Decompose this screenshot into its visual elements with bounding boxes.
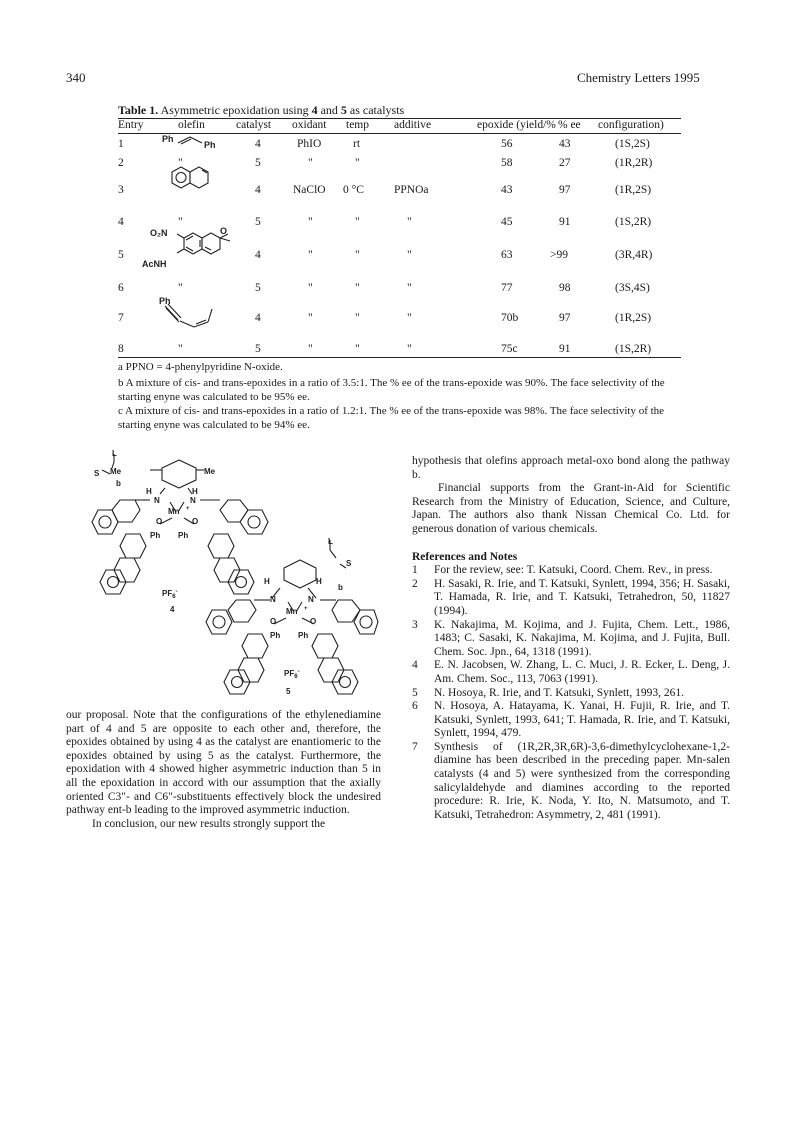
pf6-text: PF [284,669,295,678]
label-h: H [316,577,322,586]
cell-ee: 97 [559,312,571,324]
cell-config: (1S,2R) [615,343,652,355]
journal-title: Chemistry Letters 1995 [577,70,700,85]
cell-yield: 75c [501,343,518,355]
ref-text: K. Nakajima, M. Kojima, and J. Fujita, Chem. Lett., 1986, 1483; C. Sasaki, K. Nakajima, M. Kojima, and J. Fujita, Bull. Chem. Soc. Jpn., 64, 1318 (1991). [434,618,730,658]
cell-yield: 77 [501,282,513,294]
cell-yield: 58 [501,157,513,169]
cell-oxidant: PhIO [297,138,322,150]
label-mn: Mn [168,507,180,516]
label-h: H [264,577,270,586]
label-cat5: 5 [286,687,291,696]
pf6-sub: 6 [294,674,298,680]
col-olefin: olefin [178,119,205,131]
cell-entry: 7 [118,312,124,324]
cell-yield: 56 [501,138,513,150]
pf6-sub: 6 [172,594,176,600]
references-heading: References and Notes [412,550,518,563]
right-paragraph-2: Financial supports from the Grant-in-Aid for Scientific Research from the Ministry of Education, Science, and Culture, Japan. The authors also thank Nissan Chemical Co. Ltd. for generous donation of various chemicals. [412,482,730,535]
cell-olefin: " [178,157,183,169]
pf6-text: PF [162,589,173,598]
cell-catalyst: 5 [255,216,261,228]
reference-item [412,687,730,701]
cell-config: (1R,2S) [615,312,652,324]
label-b: b [338,583,343,592]
cell-olefin: " [178,216,183,228]
cell-ee: 91 [559,216,571,228]
cell-catalyst: 4 [255,249,261,261]
cell-catalyst: 5 [255,343,261,355]
label-me: Me [204,467,216,476]
cell-catalyst: 4 [255,312,261,324]
cell-oxidant: NaClO [293,184,326,196]
ref-text: Synthesis of (1R,2R,3R,6R)-3,6-dimethylcyclohexane-1,2-diamine has been described in the preceding paper. Mn-salen catalysts (4 and 5) were synthesized from the corresponding salicylaldehyde and diamines according to the reported procedure: R. Irie, K. Noda, Y. Ito, N. Matsumoto, and T. Katsuki, Tetrahedron: Asymmetry, 2, 481 (1991). [434,740,730,821]
label-ph: Ph [150,531,161,540]
label-h: H [146,487,152,496]
label-n: N [154,496,160,505]
ref-text: N. Hosoya, A. Hatayama, K. Yanai, H. Fujii, R. Irie, and T. Katsuki, Synlett, 1993, 641; T. Hamada, R. Irie, and T. Katsuki, Synlett, 1994, 479. [434,700,730,740]
ref-text: N. Hosoya, R. Irie, and T. Katsuki, Synlett, 1993, 261. [434,686,684,699]
cell-config: (1R,2R) [615,157,653,169]
label-pf6 [162,589,178,600]
label-plus: + [304,606,308,612]
ref-number: 7 [412,740,418,753]
reference-item [412,659,730,686]
cell-additive: PPNOa [394,184,429,196]
ref-text: H. Sasaki, R. Irie, and T. Katsuki, Synlett, 1994, 356; H. Sasaki, T. Hamada, R. Irie, and T. Katsuki, Tetrahedron, 50, 11827 (1994). [434,577,730,617]
cell-config: (1S,2S) [615,138,650,150]
table-label: Table 1. [118,103,159,117]
cell-additive: " [407,312,412,324]
cell-oxidant: " [308,157,313,169]
cell-entry: 5 [118,249,124,261]
left-paragraph-2: In conclusion, our new results strongly support the [92,817,326,830]
cell-temp: 0 °C [343,184,364,196]
reference-item [412,578,730,619]
acnh-label: AcNH [142,259,167,269]
col-epoxide: epoxide (yield/% [477,119,556,131]
label-o: O [156,517,163,526]
label-ph: Ph [178,531,189,540]
reference-item [412,619,730,660]
col-ee: % ee [558,119,581,131]
ref-number: 5 [412,686,418,699]
cell-ee: 97 [559,184,571,196]
cell-ee: 43 [559,138,571,150]
cell-temp: " [355,249,360,261]
reference-item [412,741,730,823]
footnote-b: b A mixture of cis- and trans-epoxides in a ratio of 3.5:1. The % ee of the trans-epoxide was 90%. The face selectivity of the starting enyne was calculated to be 95% ee. [118,377,665,403]
label-ph: Ph [270,631,281,640]
cell-catalyst: 5 [255,282,261,294]
cell-entry: 6 [118,282,124,294]
cell-yield: 45 [501,216,513,228]
label-cat4: 4 [170,605,175,614]
cell-entry: 4 [118,216,124,228]
col-oxidant: oxidant [292,119,327,131]
label-ph: Ph [298,631,309,640]
cell-olefin: " [178,282,183,294]
reference-item [412,564,730,578]
ref-number: 2 [412,577,418,590]
label-l: L [112,449,117,458]
cell-temp: rt [353,138,361,150]
ref-number: 3 [412,618,418,631]
label-o: O [192,517,199,526]
ref-number: 1 [412,564,418,577]
cell-entry: 2 [118,157,124,169]
ph-label: Ph [162,134,174,144]
left-column [66,709,381,831]
col-catalyst: catalyst [236,119,272,131]
label-n: N [190,496,196,505]
table-caption [118,103,404,118]
cell-yield: 70b [501,312,519,324]
label-h: H [192,487,198,496]
label-b: b [116,479,121,488]
ph-label: Ph [159,296,171,306]
label-n: N [270,595,276,604]
cell-oxidant: " [308,249,313,261]
footnote-c: c A mixture of cis- and trans-epoxides in a ratio of 1.2:1. The % ee of the trans-epoxide was 98%. The face selectivity of the starting enyne was calculated to be 94% ee. [118,405,665,431]
catalyst-structures-figure [80,450,380,705]
cell-temp: " [355,216,360,228]
cell-additive: " [407,216,412,228]
cell-entry: 1 [118,138,124,150]
label-s: S [94,469,100,478]
label-o: O [270,617,277,626]
label-pf6 [284,669,300,680]
label-l: L [328,537,333,546]
olefin-structures [142,134,260,356]
table-header [118,119,681,135]
ref-text: For the review, see: T. Katsuki, Coord. Chem. Rev., in press. [434,564,713,577]
page-number: 340 [66,70,86,85]
cell-additive: " [407,282,412,294]
cell-ee: >99 [550,249,568,261]
cell-yield: 43 [501,184,513,196]
label-mn: Mn [286,607,298,616]
cell-temp: " [355,312,360,324]
o-label: O [220,226,228,236]
cell-temp: " [355,343,360,355]
cell-oxidant: " [308,312,313,324]
col-configuration: configuration) [598,119,664,131]
caption-cat5: 5 [340,103,347,117]
ref-number: 6 [412,700,418,713]
caption-text-c: as catalysts [346,103,405,117]
cell-oxidant: " [308,343,313,355]
cell-ee: 98 [559,282,571,294]
footnote-a: a PPNO = 4-phenylpyridine N-oxide. [118,361,283,373]
pf6-sup: - [175,589,178,595]
pf6-sup: - [297,669,300,675]
col-temp: temp [346,119,369,131]
cell-ee: 27 [559,157,571,169]
col-additive: additive [394,119,432,131]
cell-additive: " [407,343,412,355]
cell-config: (1R,2S) [615,184,652,196]
ph-label: Ph [204,140,216,150]
ref-number: 4 [412,659,418,672]
cell-yield: 63 [501,249,513,261]
cell-config: (3R,4R) [615,249,653,261]
cell-entry: 3 [118,184,124,196]
o2n-label: O₂N [150,228,168,238]
cell-temp: " [355,282,360,294]
ref-text: E. N. Jacobsen, W. Zhang, L. C. Muci, J. R. Ecker, L. Deng, J. Am. Chem. Soc., 113, 7063 (1991). [434,659,730,685]
right-paragraph-1: hypothesis that olefins approach metal-oxo bond along the pathway b. [412,455,730,481]
cell-config: (3S,4S) [615,282,650,294]
cell-catalyst: 5 [255,157,261,169]
cell-temp: " [355,157,360,169]
cell-olefin: " [178,343,183,355]
col-entry: Entry [118,119,144,131]
left-paragraph-1: our proposal. Note that the configurations of the ethylenediamine part of 4 and 5 are opposite to each other and, therefore, the epoxides obtained by using 4 as the catalyst are enantiomeric to the epoxides obtained by using 5 as the catalyst. Furthermore, the epoxidation with 4 showed higher asymmetric induction than 5 in all the epoxidation in accord with our assumption that the axially oriented C3"- and C6"-substituents effectively block the undesired pathway ent-b leading to the improved asymmetric induction. [66,709,381,817]
caption-cat4: 4 [311,103,318,117]
label-n: N [308,595,314,604]
label-o: O [310,617,317,626]
cell-oxidant: " [308,216,313,228]
label-plus: + [186,506,190,512]
cell-entry: 8 [118,343,124,355]
right-column [412,455,730,822]
label-me: Me [110,467,122,476]
cell-ee: 91 [559,343,571,355]
cell-config: (1S,2R) [615,216,652,228]
cell-catalyst: 4 [255,138,261,150]
caption-text-a: Asymmetric epoxidation using [160,103,312,117]
label-s: S [346,559,352,568]
cell-additive: " [407,249,412,261]
caption-text-b: and [317,103,341,117]
reference-item [412,700,730,741]
cell-catalyst: 4 [255,184,261,196]
cell-oxidant: " [308,282,313,294]
